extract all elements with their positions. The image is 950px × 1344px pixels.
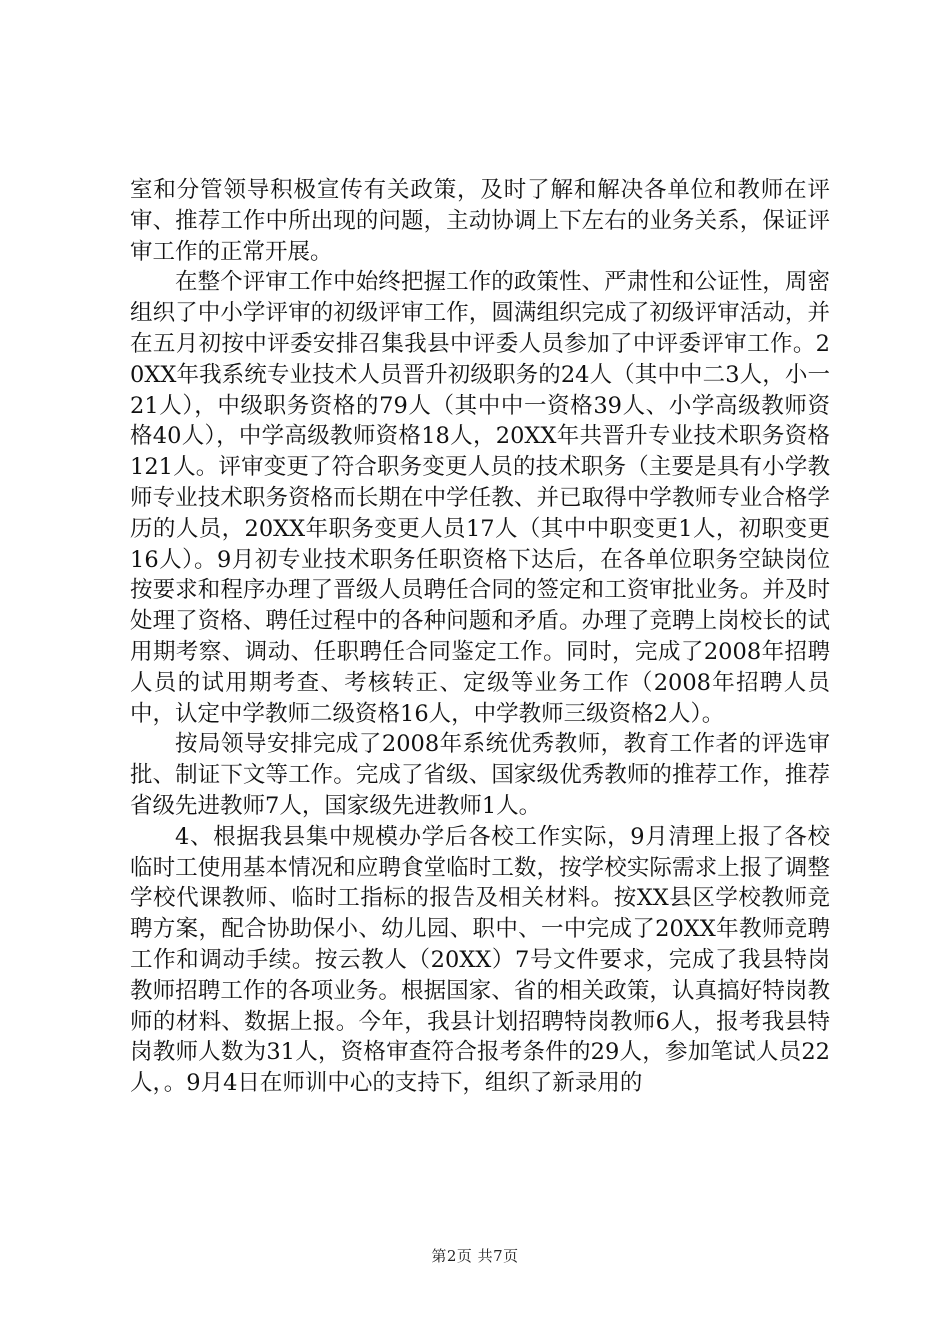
paragraph-continuation: 室和分管领导积极宣传有关政策，及时了解和解决各单位和教师在评审、推荐工作中所出现的问题，主动协调上下左右的业务关系，保证评审工作的正常开展。: [130, 177, 830, 265]
paragraph-excellent-teachers: 按局领导安排完成了2008年系统优秀教师，教育工作者的评选审批、制证下文等工作。完成了省级、国家级优秀教师的推荐工作，推荐省级先进教师7人，国家级先进教师1人。: [130, 731, 830, 819]
paragraph-review-work: 在整个评审工作中始终把握工作的政策性、严肃性和公证性，周密组织了中小学评审的初级评审工作，圆满组织完成了初级评审活动，并在五月初按中评委安排召集我县中评委人员参加了中评委评审工作。20XX年我系统专业技术人员晋升初级职务的24人（其中中二3人，小一21人），中级职务资格的79人（其中中一资格39人、小学高级教师资格40人），中学高级教师资格18人，20XX年共晋升专业技术职务资格121人。评审变更了符合职务变更人员的技术职务（主要是具有小学教师专业技术职务资格而长期在中学任教、并已取得中学教师专业合格学历的人员，20XX年职务变更人员17人（其中中职变更1人，初职变更16人）。9月初专业技术职务任职资格下达后，在各单位职务空缺岗位按要求和程序办理了晋级人员聘任合同的签定和工资审批业务。并及时处理了资格、聘任过程中的各种问题和矛盾。办理了竞聘上岗校长的试用期考察、调动、任职聘任合同鉴定工作。同时，完成了2008年招聘人员的试用期考查、考核转正、定级等业务工作（2008年招聘人员中，认定中学教师二级资格16人，中学教师三级资格2人）。: [130, 269, 830, 727]
document-body: [130, 175, 830, 1099]
paragraph-item-4: 4、根据我县集中规模办学后各校工作实际，9月清理上报了各校临时工使用基本情况和应聘食堂临时工数，按学校实际需求上报了调整学校代课教师、临时工指标的报告及相关材料。按XX县区学校教师竞聘方案，配合协助保小、幼儿园、职中、一中完成了20XX年教师竞聘工作和调动手续。按云教人（20XX）7号文件要求，完成了我县特岗教师招聘工作的各项业务。根据国家、省的相关政策，认真搞好特岗教师的材料、数据上报。今年，我县计划招聘特岗教师6人，报考我县特岗教师人数为31人，资格审查符合报考条件的29人，参加笔试人员22人，。9月4日在师训中心的支持下，组织了新录用的: [130, 823, 830, 1097]
page-number-footer: 第2页 共7页: [431, 1247, 519, 1265]
